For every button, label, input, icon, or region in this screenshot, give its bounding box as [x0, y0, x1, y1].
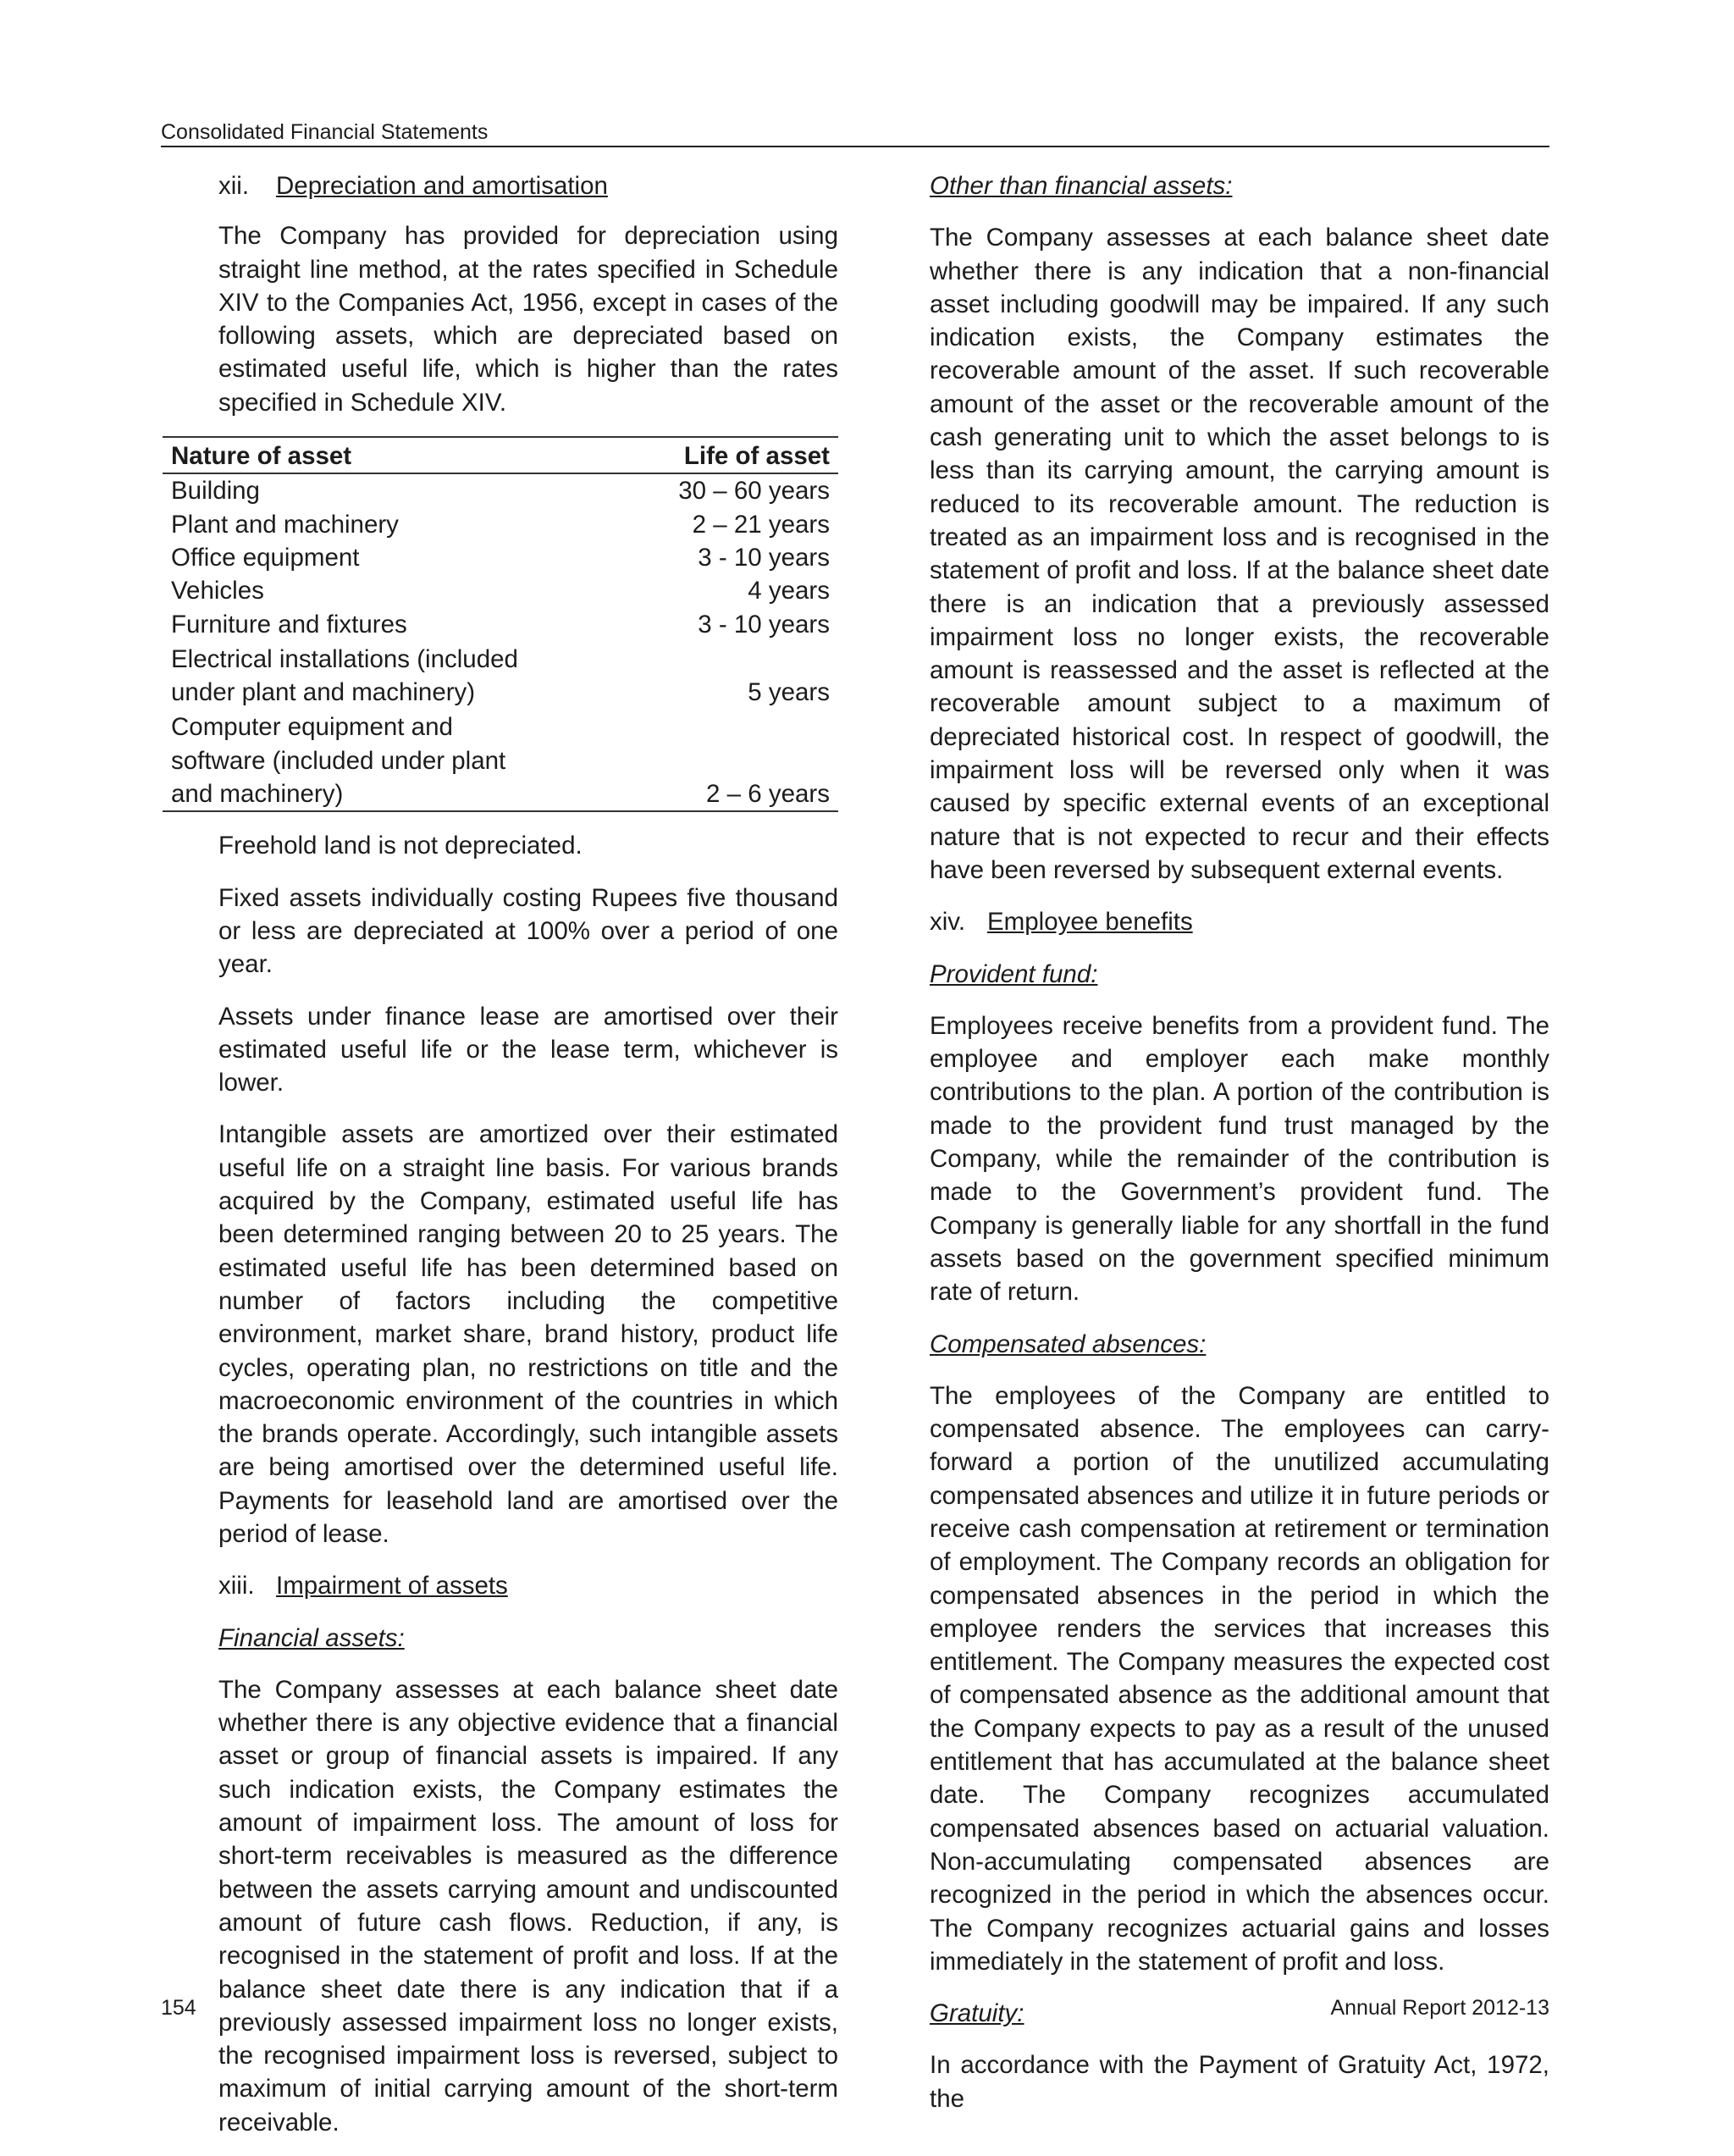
depreciation-intro: The Company has provided for depreciation using straight line method, at the rates specified in Schedule XIV to the Companies Act, 1956, except in cases of the following assets, which are depreciated based on estimated useful life, which is higher than the rates specified in Schedule XIV. [218, 222, 838, 417]
compensated-absences-heading: Compensated absences: [930, 1330, 1207, 1358]
section-heading-employee-benefits [930, 905, 1549, 938]
table-row [163, 608, 838, 641]
table-row [163, 709, 838, 811]
provident-fund-paragraph: Employees receive benefits from a provident fund. The employee and employer each make monthly contributions to the plan. A portion of the contribution is made to the provident fund trust managed by the Company, while the remainder of the contribution is made to the Government’s provident fund. The Company is generally liable for any shortfall in the fund assets based on the government specified minimum rate of return. [930, 1011, 1549, 1307]
asset-nature: Vehicles [171, 577, 264, 605]
table-row [163, 541, 838, 574]
gratuity-paragraph: In accordance with the Payment of Gratuity Act, 1972, the [930, 2051, 1549, 2113]
asset-life: 2 – 6 years [670, 709, 838, 811]
table-row [163, 574, 838, 607]
compensated-absences-paragraph: The employees of the Company are entitled to compensated absence. The employees can carry-forward a portion of the unutilized accumulating compensated absences and utilize it in future periods or receive cash compensation at retirement or termination of employment. The Company records an obligation for compensated absences in the period in which the employee renders the services that increases this entitlement. The Company measures the expected cost of compensated absence as the additional amount that the Company expects to pay as a result of the unused entitlement that has accumulated at the balance sheet date. The Company recognizes accumulated compensated absences based on actuarial valuation. Non-accumulating compensated absences are recognized in the period in which the absences occur. The Company recognizes actuarial gains and losses immediately in the statement of profit and loss. [930, 1381, 1549, 1976]
asset-life: 4 years [748, 577, 830, 605]
table-row [163, 473, 838, 507]
section-heading-impairment [218, 1569, 838, 1602]
freehold-paragraph: Freehold land is not depreciated. [218, 832, 583, 860]
asset-nature: Computer equipment and software (included under plant and machinery) [163, 709, 670, 811]
asset-life: 3 - 10 years [698, 543, 830, 572]
asset-nature: Office equipment [171, 543, 360, 572]
asset-life-table [163, 436, 838, 812]
provident-fund-heading: Provident fund: [930, 959, 1098, 988]
asset-nature: Building [171, 477, 260, 506]
table-row [163, 641, 838, 710]
page-header [161, 119, 1549, 147]
page-number: 154 [161, 1996, 196, 2020]
section-heading-depreciation [218, 169, 838, 202]
intangible-assets-paragraph: Intangible assets are amortized over their estimated useful life on a straight line basis. For various brands acquired by the Company, estimated useful life has been determined ranging between 20 to 25 years. The estimated useful life has been determined based on number of factors including the competitive environment, market share, brand history, product life cycles, operating plan, no restrictions on title and the macroeconomic environment of the countries in which the brands operate. Accordingly, such intangible assets are being amortised over the determined useful life. Payments for leasehold land are amortised over the period of lease. [218, 1120, 838, 1548]
asset-life: 2 – 21 years [692, 510, 830, 539]
section-number: xiii. [218, 1572, 255, 1600]
section-title: Impairment of assets [276, 1572, 508, 1600]
asset-life: 30 – 60 years [678, 477, 830, 506]
right-column [930, 169, 1549, 2115]
finance-lease-paragraph: Assets under finance lease are amortised over their estimated useful life or the lease term, whichever is lower. [218, 1002, 838, 1097]
financial-assets-paragraph: The Company assesses at each balance sheet date whether there is any objective evidence that a financial asset or group of financial assets is impaired. If any such indication exists, the Company estimates the amount of impairment loss. The amount of loss for short-term receivables is measured as the difference between the assets carrying amount and undiscounted amount of future cash flows. Reduction, if any, is recognised in the statement of profit and loss. If at the balance sheet date there is any indication that if a previously assessed impairment loss no longer exists, the recognised impairment loss is reversed, subject to maximum of initial carrying amount of the short-term receivable. [218, 1675, 838, 2137]
column-header-nature: Nature of asset [163, 437, 670, 473]
section-title: Depreciation and amortisation [276, 172, 608, 200]
other-assets-heading: Other than financial assets: [930, 172, 1233, 200]
fixed-assets-paragraph: Fixed assets individually costing Rupees five thousand or less are depreciated at 100% over a period of one year. [218, 883, 838, 979]
header-title: Consolidated Financial Statements [161, 120, 491, 144]
asset-life: 3 - 10 years [698, 610, 830, 639]
gratuity-heading: Gratuity: [930, 1999, 1024, 2028]
table-row [163, 508, 838, 541]
table-header-row [163, 437, 838, 473]
asset-nature: Plant and machinery [171, 510, 399, 539]
financial-assets-heading: Financial assets: [218, 1623, 405, 1652]
footer-title: Annual Report 2012-13 [1330, 1996, 1549, 2020]
asset-life: 5 years [748, 678, 830, 707]
asset-nature: Electrical installations (included under plant and machinery) [171, 644, 518, 707]
section-number: xii. [218, 172, 250, 200]
column-header-life: Life of asset [670, 437, 838, 473]
other-assets-paragraph: The Company assesses at each balance sheet date whether there is any indication that a non-financial asset including goodwill may be impaired. If any such indication exists, the Company estimates the recoverable amount of the asset. If such recoverable amount of the asset or the recoverable amount of the cash generating unit to which the asset belongs to is less than its carrying amount, the carrying amount is reduced to its recoverable amount. The reduction is treated as an impairment loss and is recognised in the statement of profit and loss. If at the balance sheet date there is an indication that a previously assessed impairment loss no longer exists, the recoverable amount is reassessed and the asset is reflected at the recoverable amount subject to a maximum of depreciated historical cost. In respect of goodwill, the impairment loss will be reversed only when it was caused by specific external events of an exceptional nature that is not expected to recur and their effects have been reversed by subsequent external events. [930, 224, 1549, 884]
asset-nature: Furniture and fixtures [171, 610, 407, 639]
section-title: Employee benefits [987, 908, 1193, 937]
section-number: xiv. [930, 908, 966, 937]
